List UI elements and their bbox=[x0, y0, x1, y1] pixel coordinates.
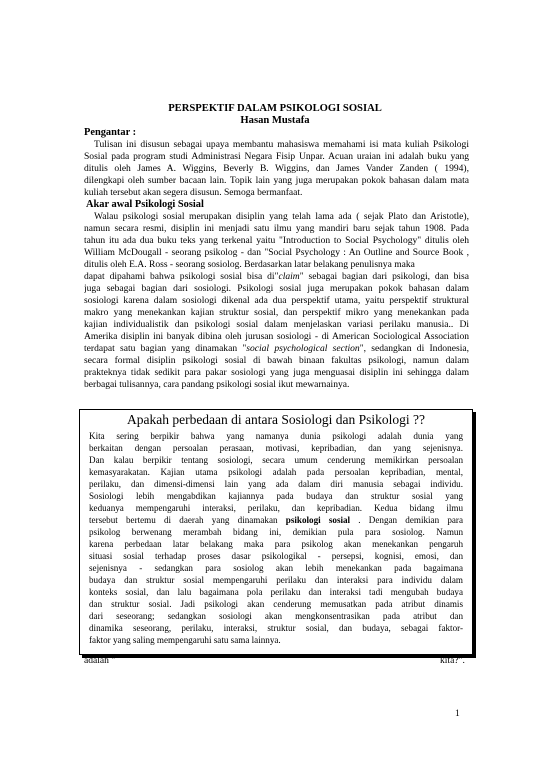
history-line: berbagai tulisannya, cara pandang psikologi sosial ikut mewarnainya. bbox=[84, 379, 350, 390]
text-box-line: Sosiologi lebih mengabdikan kajiannya pada budaya dan struktur sosial yang bbox=[89, 491, 463, 501]
history-line: kajian individualistik dan psikologi sosial dalam menjelaskan variasi perilaku manusia.. Di bbox=[84, 319, 469, 330]
text-box-title: Apakah perbedaan di antara Sosiologi dan Psikologi ?? bbox=[126, 412, 426, 427]
text-box-line: keduanya mempengaruhi interaksi, perilaku, dan kepribadian. Kedua bidang ilmu bbox=[89, 503, 463, 513]
history-line: terdapat satu bagian yang dinamakan "social psychological section", sedangkan di Indonesia, bbox=[84, 343, 469, 354]
hidden-text-fragment: kita?". bbox=[440, 655, 465, 666]
text-box-line: psikolog berwenang merambah bidang ini, demikian pula para sosiolog. Namun bbox=[89, 527, 463, 537]
italic-term: claim bbox=[278, 271, 300, 282]
italic-term: social psychological section bbox=[246, 343, 360, 354]
text-box-line: tersebut bertemu di daerah yang dinamakan psikologi sosial . Dengan demikian para bbox=[89, 515, 463, 525]
bold-term: psikologi sosial bbox=[285, 515, 351, 525]
text-box-line: sejenisnya - sedangkan para sosiolog akan lebih menekankan pada bagaimana bbox=[89, 563, 463, 573]
text-box-line: dan struktur sosial. Jadi psikologi akan cenderung memusatkan pada atribut dinamis bbox=[89, 599, 463, 609]
page-number: 1 bbox=[455, 709, 460, 719]
intro-line: Tulisan ini disusun sebagai upaya membantu mahasiswa memahami isi mata kuliah Psikologi bbox=[94, 139, 469, 150]
document-title: PERSPEKTIF DALAM PSIKOLOGI SOSIAL bbox=[168, 103, 382, 114]
text-box-body bbox=[89, 430, 463, 646]
text-box-line: perilaku, dan dimensi-dimensi lain yang ada dalam diri manusia sebagai individu. bbox=[89, 479, 463, 489]
history-paragraph bbox=[84, 211, 469, 391]
text-box-line: dinamika seseorang, perilaku, interaksi, struktur sosial, dan budaya, sebagai faktor- bbox=[89, 623, 463, 633]
intro-heading: Pengantar : bbox=[84, 127, 137, 138]
history-heading: Akar awal Psikologi Sosial bbox=[86, 199, 204, 210]
text-box-line: kemasyarakatan. Kajian utama psikologi adalah pada persoalan kepribadian, mental, bbox=[89, 467, 463, 477]
intro-line: kuliah tersebut akan segera disusun. Semoga bermanfaat. bbox=[84, 187, 303, 198]
intro-line: ditulis oleh James A. Wiggins, Beverly B. Wiggins, dan James Vander Zanden ( 1994), bbox=[84, 163, 469, 174]
text-box-line: karena perbedaan latar belakang maka para psikolog akan menekankan pengaruh bbox=[89, 539, 463, 549]
text-box-line: budaya dan struktur sosial mempengaruhi perilaku dan interaksi para individu dalam bbox=[89, 575, 463, 585]
history-line: juga sebagai bagian dari sosiologi. Psikologi sosial juga merupakan pokok bahasan dalam bbox=[84, 283, 469, 294]
text-box-line: Dan kalau berpikir tentang sosiologi, secara umum cenderung memikirkan persoalan bbox=[89, 455, 463, 465]
text-box-line: dari seseorang; sedangkan sosiologi akan mengkonsentrasikan pada atribut dan bbox=[89, 611, 463, 621]
hidden-text-fragment: adalah " bbox=[84, 655, 116, 666]
history-line: namun secara resmi, disiplin ini menjadi satu ilmu yang mandiri baru sejak tahun 1908. Pada bbox=[84, 223, 469, 234]
history-line: dapat dipahami bahwa psikologi sosial bisa di"claim" sebagai bagian dari psikologi, dan bisa bbox=[84, 271, 469, 282]
intro-line: Sosial pada program studi Administrasi Negara Fisip Unpar. Acuan uraian ini adalah buku yang bbox=[84, 151, 469, 162]
intro-paragraph bbox=[84, 139, 469, 199]
comparison-text-box bbox=[79, 409, 473, 655]
text-box-line: Kita sering berpikir bahwa yang namanya dunia psikologi adalah dunia yang bbox=[89, 431, 463, 441]
text-box-line: konteks sosial, dan lalu bagaimana pola perilaku dan interaksi tadi mengubah budaya bbox=[89, 587, 463, 597]
history-line: sosiologi karena dalam sosiologi dikenal ada dua perspektif utama, yaitu perspektif struktural bbox=[84, 295, 469, 306]
history-line: prakteknya tidak sedikit para pakar sosiologi yang juga menguasai disiplin ini sehingga dalam bbox=[84, 367, 469, 378]
text-box-line: faktor yang saling mempengaruhi satu sama lainnya. bbox=[89, 635, 281, 645]
intro-line: dilengkapi oleh sumber bacaan lain. Topik lain yang juga merupakan pokok bahasan dalam mata bbox=[84, 175, 469, 186]
history-line: Walau psikologi sosial merupakan disiplin yang telah lama ada ( sejak Plato dan Aristotle), bbox=[94, 211, 469, 222]
history-line: secara formal disiplin psikologi sosial di bawah binaan fakultas psikologi, namun dalam bbox=[84, 355, 469, 366]
text-box-line: situasi sosial terhadap proses dasar psikologikal - persepsi, kognisi, emosi, dan bbox=[89, 551, 463, 561]
history-line: tahun itu ada dua buku teks yang terkenal yaitu "Introduction to Social Psychology" ditulis oleh bbox=[84, 235, 469, 246]
author-name: Hasan Mustafa bbox=[240, 115, 310, 126]
text-box-line: berkaitan dengan persoalan perasaan, motivasi, kepribadian, dan yang sejenisnya. bbox=[89, 443, 463, 453]
history-line: makro yang menekankan kajian struktur sosial, dan perspektif mikro yang menekankan pada bbox=[84, 307, 469, 318]
history-line: ditulis oleh E.A. Ross - seorang sosiolog. Berdasarkan latar belakang penulisnya maka bbox=[84, 259, 415, 270]
history-line: William McDougall - seorang psikolog - dan "Social Psychology : An Outline and Source Book , bbox=[84, 247, 469, 258]
history-line: Amerika disiplin ini banyak dibina oleh jurusan sosiologi - di American Sociological Association bbox=[84, 331, 469, 342]
